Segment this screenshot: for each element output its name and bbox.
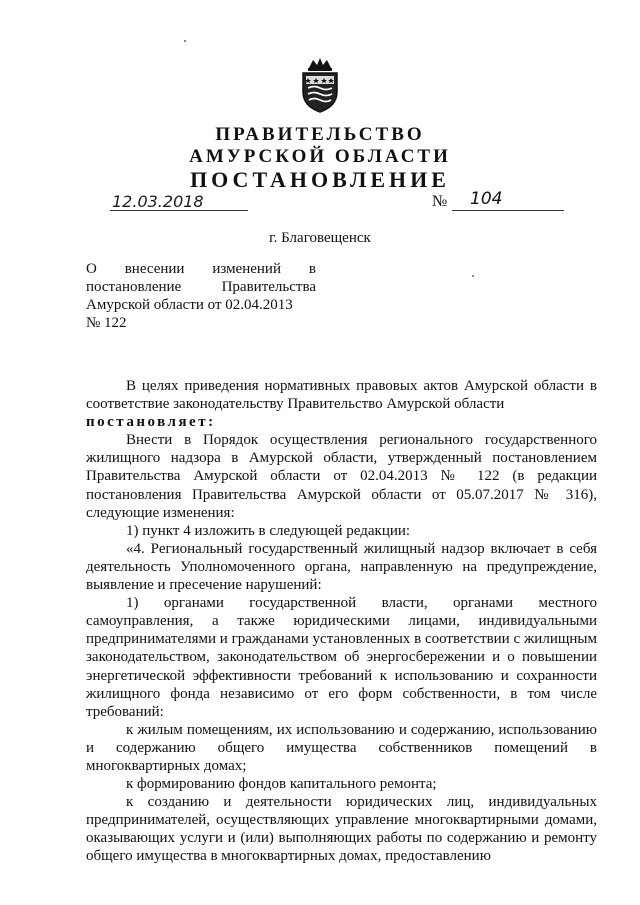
- city: г. Благовещенск: [269, 230, 371, 246]
- number-label: №: [432, 193, 448, 210]
- paragraph: к формированию фондов капитального ремонта;: [126, 776, 437, 793]
- paragraph: к созданию и деятельности юридических лиц, индивидуальных предпринимателей, осуществляющих управление многоквартирными домами, оказывающих услуги и (или) выполняющих работы по содержанию и ремонту общего имущества в многоквартирных домах, предоставлению: [86, 794, 597, 865]
- paragraph: «4. Региональный государственный жилищный надзор включает в себя деятельность Уполномоченного органа, направленную на предупреждение, выявление и пресечение нарушений:: [86, 540, 597, 594]
- paragraph: к жилым помещениям, их использованию и содержанию, использованию и содержанию общего имущества собственников помещений в многоквартирных домах;: [86, 721, 597, 774]
- document-date: 12.03.2018: [112, 192, 204, 211]
- document-body: [86, 377, 597, 866]
- number-underline: [452, 210, 564, 211]
- coat-of-arms-icon: [299, 56, 341, 114]
- date-underline: [110, 210, 248, 211]
- document-subject: О внесении изменений в постановление Правительства Амурской области от 02.04.2013 № 122: [86, 261, 316, 331]
- paragraph: Внести в Порядок осуществления регионального государственного жилищного надзора в Амурской области, утвержденный постановлением Правительства Амурской области от 02.04.2013 № 122 (в редакции постановления Правительства Амурской области от 05.07.2017 № 316), следующие изменения:: [86, 432, 597, 521]
- paragraph: 1) пункт 4 изложить в следующей редакции:: [126, 522, 411, 539]
- resolves-word: постановляет:: [86, 414, 216, 431]
- document-type-title: ПОСТАНОВЛЕНИЕ: [190, 167, 450, 192]
- scan-speck: [472, 275, 474, 277]
- paragraph: 1) органами государственной власти, органами местного самоуправления, а также юридическими лицами, индивидуальными предпринимателями и гражданами установленных в соответствии с жилищным законодательством, законодательством об энергосбережении и о повышении энергетической эффективности требований к использованию и сохранности жилищного фонда независимо от его форм собственности, в том числе требований:: [86, 595, 597, 720]
- document-number: 104: [470, 189, 503, 209]
- scan-speck: [184, 40, 186, 42]
- header-region: АМУРСКОЙ ОБЛАСТИ: [189, 146, 451, 167]
- preamble: В целях приведения нормативных правовых актов Амурской области в соответствие законодательству Правительство Амурской области: [86, 378, 597, 413]
- header-government: ПРАВИТЕЛЬСТВО: [215, 124, 425, 145]
